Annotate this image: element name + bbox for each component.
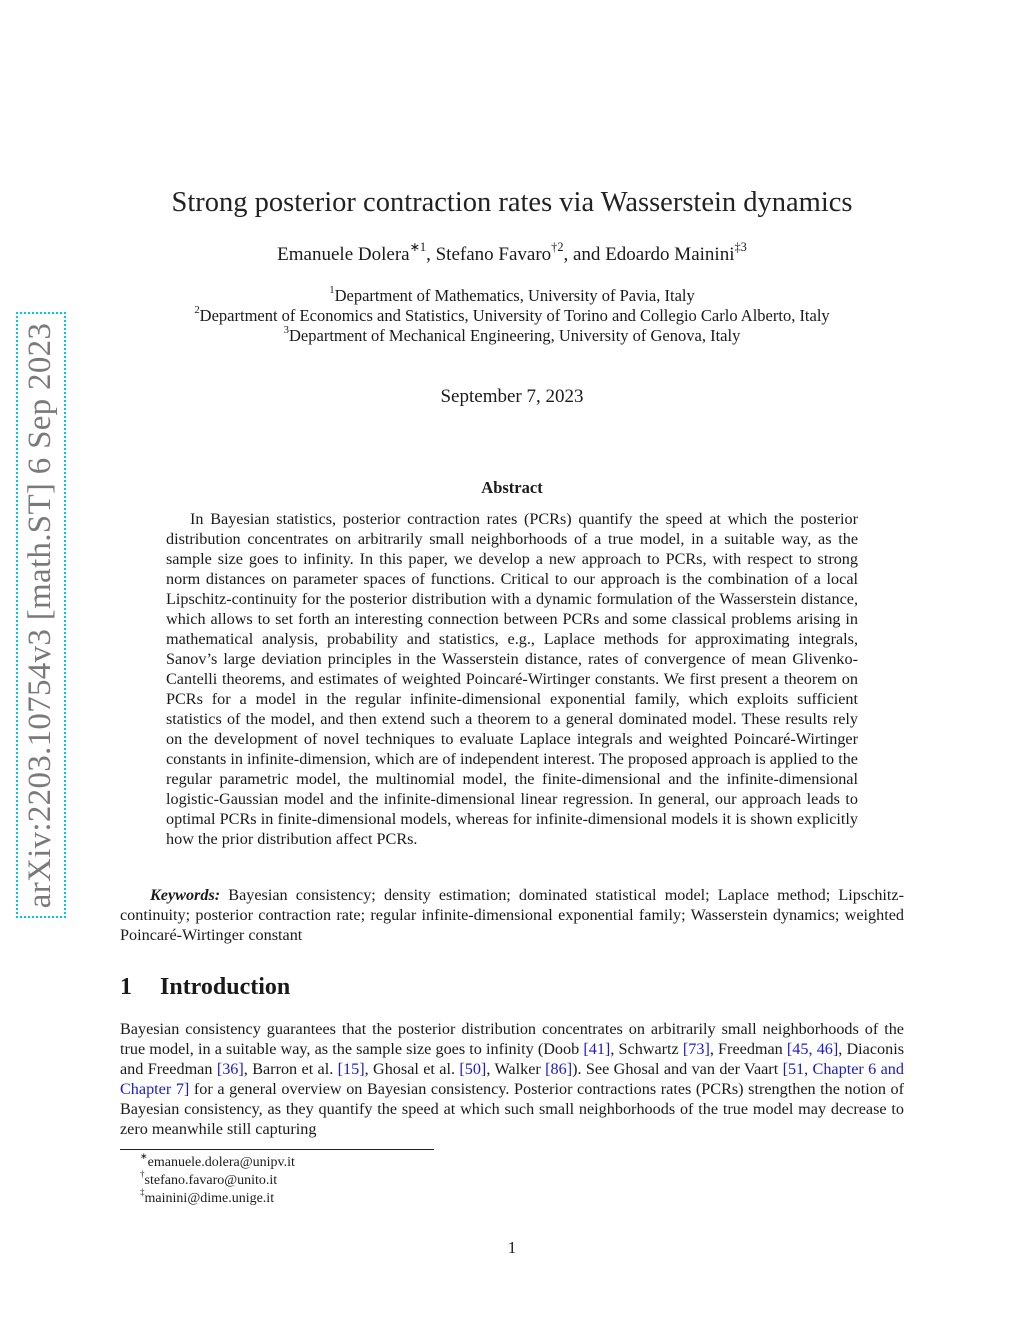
intro-paragraph [120, 1019, 904, 1139]
affiliation [0, 326, 1024, 346]
arxiv-stamp-text: arXiv:2203.10754v3 [math.ST] 6 Sep 2023 [22, 322, 59, 908]
citation-link[interactable]: [45, 46] [786, 1040, 839, 1058]
citation-link[interactable]: [51, Chapter 6 and Chapter 7] [120, 1060, 904, 1098]
page-number: 1 [507, 1238, 517, 1257]
footnote-email[interactable]: emanuele.dolera@unipv.it [147, 1155, 295, 1170]
author-mark: †2 [551, 240, 564, 255]
intro-text: , Diaconis and Freedman [120, 1040, 905, 1078]
citation-link[interactable]: [73] [682, 1040, 710, 1058]
author-mark: ∗1 [409, 240, 427, 255]
author-name: Emanuele Dolera [277, 244, 410, 265]
affiliation-text: Department of Economics and Statistics, University of Torino and Collegio Carlo Alberto, Italy [199, 306, 830, 325]
author-name: Edoardo Mainini [605, 244, 735, 265]
keywords-text: Bayesian consistency; density estimation; dominated statistical model; Laplace method; Lipschitz-continuity; posterior contraction rate; regular infinite-dimensional exponential family; Wasserstein dynamics; weighted Poincaré-Wirtinger constant [120, 886, 904, 944]
paper-date: September 7, 2023 [440, 386, 584, 407]
citation-link[interactable]: [15] [337, 1060, 365, 1078]
footnote-mark: † [140, 1169, 145, 1180]
intro-text: , Schwartz [610, 1040, 683, 1058]
affiliation-text: Department of Mechanical Engineering, University of Genova, Italy [289, 326, 741, 345]
footnote [140, 1169, 278, 1189]
citation-link[interactable]: [36] [216, 1060, 244, 1078]
footnote-rule [120, 1149, 434, 1150]
section-number: 1 [120, 974, 132, 1000]
intro-text: , Barron et al. [243, 1060, 338, 1078]
intro-text: , Ghosal et al. [364, 1060, 460, 1078]
author-separator: , and [563, 244, 606, 265]
intro-text: , Walker [486, 1060, 546, 1078]
footnote-email[interactable]: mainini@dime.unige.it [144, 1191, 275, 1206]
footnote [140, 1151, 295, 1171]
affiliation [0, 306, 1024, 326]
section-heading [120, 974, 290, 1001]
author-list [0, 240, 1024, 266]
intro-text: ). See Ghosal and van der Vaart [572, 1060, 783, 1078]
citation-link[interactable]: [50] [459, 1060, 487, 1078]
author-separator: , [426, 244, 436, 265]
abstract-heading: Abstract [481, 478, 543, 497]
author-mark: ‡3 [734, 240, 747, 255]
affiliation-mark: 1 [329, 284, 335, 297]
author-name: Stefano Favaro [435, 244, 552, 265]
intro-text: , Freedman [709, 1040, 787, 1058]
affiliation-text: Department of Mathematics, University of Pavia, Italy [334, 286, 695, 305]
section-title: Introduction [160, 974, 291, 1000]
footnote-email[interactable]: stefano.favaro@unito.it [144, 1173, 278, 1188]
intro-text: for a general overview on Bayesian consistency. Posterior contractions rates (PCRs) strengthen the notion of Bayesian consistency, as they quantify the speed at which such small neighborhoods of the true model may decrease to zero meanwhile still capturing [120, 1080, 904, 1138]
citation-link[interactable]: [41] [583, 1040, 611, 1058]
affiliation [0, 286, 1024, 306]
abstract-body: In Bayesian statistics, posterior contraction rates (PCRs) quantify the speed at which the posterior distribution concentrates on arbitrarily small neighborhoods of a true model, in a suitable way, as the sample size goes to infinity. In this paper, we develop a new approach to PCRs, with respect to strong norm distances on parameter spaces of functions. Critical to our approach is the combination of a local Lipschitz-continuity for the posterior distribution with a dynamic formulation of the Wasserstein distance, which allows to set forth an interesting connection between PCRs and some classical problems arising in mathematical analysis, probability and statistics, e.g., Laplace methods for approximating integrals, Sanov’s large deviation principles in the Wasserstein distance, rates of convergence of mean Glivenko-Cantelli theorems, and estimates of weighted Poincaré-Wirtinger constants. We first present a theorem on PCRs for a model in the regular infinite-dimensional exponential family, which exploits sufficient statistics of the model, and then extend such a theorem to a general dominated model. These results rely on the development of novel techniques to evaluate Laplace integrals and weighted Poincaré-Wirtinger constants in infinite-dimension, which are of independent interest. The proposed approach is applied to the regular parametric model, the multinomial model, the finite-dimensional and the infinite-dimensional logistic-Gaussian model and the infinite-dimensional linear regression. In general, our approach leads to optimal PCRs in finite-dimensional models, whereas for infinite-dimensional models it is shown explicitly how the prior distribution affect PCRs. [166, 510, 858, 848]
footnote-mark: ∗ [140, 1151, 148, 1162]
footnote-mark: ‡ [140, 1187, 145, 1198]
keywords [120, 885, 904, 945]
intro-text: Bayesian consistency guarantees that the posterior distribution concentrates on arbitrarily small neighborhoods of the true model, in a suitable way, as the sample size goes to infinity (Doob [120, 1020, 904, 1058]
affiliation-mark: 3 [283, 324, 290, 337]
paper-title: Strong posterior contraction rates via Wasserstein dynamics [171, 187, 853, 218]
citation-link[interactable]: [86] [545, 1060, 573, 1078]
keywords-label: Keywords: [150, 886, 221, 904]
affiliation-mark: 2 [194, 304, 200, 317]
footnote [140, 1187, 275, 1207]
